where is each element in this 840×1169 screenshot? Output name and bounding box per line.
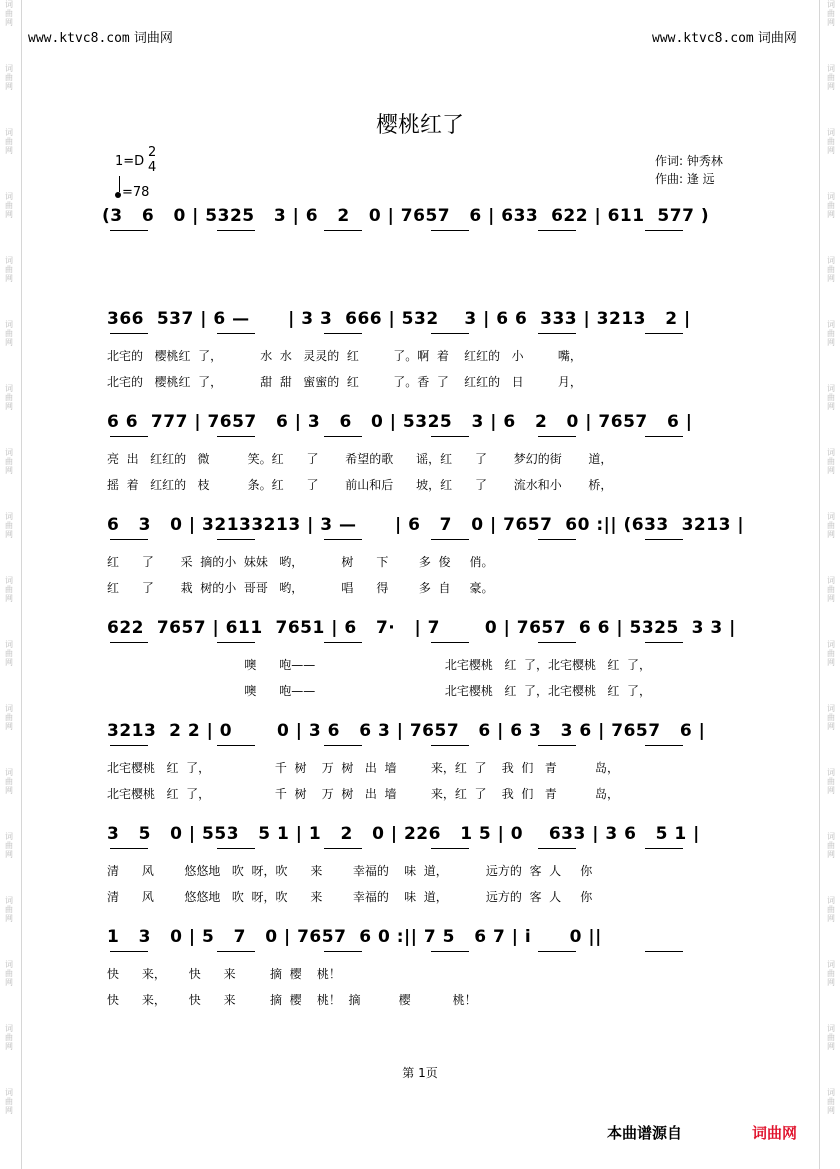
beam-line bbox=[538, 436, 576, 437]
beam-line bbox=[217, 642, 255, 643]
watermark-char: 曲 bbox=[5, 1033, 13, 1042]
time-signature bbox=[148, 145, 156, 175]
beam-line bbox=[324, 230, 362, 231]
watermark-group bbox=[824, 192, 838, 256]
notation-row-1: (3 6 0 | 5325 3 | 6 2 0 | 7657 6 | 633 622 | 611 577 ) bbox=[102, 206, 710, 226]
watermark-char: 词 bbox=[5, 768, 13, 777]
beam-line bbox=[538, 642, 576, 643]
beam-line bbox=[645, 539, 683, 540]
watermark-char: 词 bbox=[827, 192, 835, 201]
lyric-row-5a: 噢 咆—— 北宅樱桃 红 了，北宅樱桃 红 了， bbox=[107, 658, 652, 672]
time-sig-top: 2 bbox=[148, 145, 157, 160]
watermark-group bbox=[824, 256, 838, 320]
lyric-row-2a: 北宅的 樱桃红 了， 水 水 灵灵的 红 了。啊 着 红红的 小 嘴， bbox=[107, 349, 582, 363]
watermark-char: 词 bbox=[5, 0, 13, 9]
beam-line bbox=[110, 642, 148, 643]
watermark-group bbox=[2, 0, 16, 64]
watermark-char: 网 bbox=[5, 274, 13, 283]
lyric-row-3a: 亮 出 红红的 微 笑。红 了 希望的歌 谣，红 了 梦幻的街 道， bbox=[107, 452, 613, 466]
watermark-char: 曲 bbox=[827, 1033, 835, 1042]
watermark-group bbox=[2, 640, 16, 704]
page-number: 第 1页 bbox=[402, 1066, 438, 1080]
notation-row-3: 6 6 777 | 7657 6 | 3 6 0 | 5325 3 | 6 2 0 | 7657 6 | bbox=[107, 412, 693, 432]
beam-line bbox=[431, 333, 469, 334]
watermark-char: 网 bbox=[5, 1106, 13, 1115]
right-watermark-strip bbox=[824, 0, 838, 1169]
watermark-char: 网 bbox=[827, 786, 835, 795]
watermark-char: 网 bbox=[5, 338, 13, 347]
beam-line bbox=[324, 539, 362, 540]
watermark-char: 曲 bbox=[5, 969, 13, 978]
watermark-char: 网 bbox=[5, 914, 13, 923]
watermark-char: 词 bbox=[5, 64, 13, 73]
note-stem bbox=[119, 176, 120, 192]
watermark-char: 词 bbox=[5, 448, 13, 457]
watermark-char: 网 bbox=[827, 530, 835, 539]
watermark-char: 词 bbox=[5, 576, 13, 585]
beam-line bbox=[110, 436, 148, 437]
right-border-line bbox=[819, 0, 820, 1169]
watermark-group bbox=[824, 448, 838, 512]
watermark-char: 网 bbox=[827, 914, 835, 923]
watermark-char: 曲 bbox=[5, 649, 13, 658]
watermark-char: 网 bbox=[5, 210, 13, 219]
beam-line bbox=[645, 642, 683, 643]
watermark-char: 曲 bbox=[5, 521, 13, 530]
watermark-char: 网 bbox=[827, 850, 835, 859]
watermark-group bbox=[2, 320, 16, 384]
header-left[interactable] bbox=[28, 27, 173, 46]
beam-line bbox=[110, 848, 148, 849]
watermark-char: 网 bbox=[827, 82, 835, 91]
header-right-url[interactable]: www.ktvc8.com bbox=[652, 31, 754, 46]
watermark-group bbox=[2, 256, 16, 320]
lyric-row-4b: 红 了 栽 树的小 哥哥 哟， 唱 得 多 自 豪。 bbox=[107, 581, 494, 595]
watermark-group bbox=[824, 384, 838, 448]
watermark-char: 词 bbox=[5, 256, 13, 265]
beam-line bbox=[217, 539, 255, 540]
watermark-char: 词 bbox=[5, 320, 13, 329]
watermark-char: 曲 bbox=[827, 841, 835, 850]
watermark-group bbox=[2, 832, 16, 896]
watermark-char: 曲 bbox=[827, 73, 835, 82]
song-title: 樱桃红了 bbox=[375, 113, 464, 138]
tempo-marking bbox=[115, 180, 149, 200]
watermark-char: 词 bbox=[827, 512, 835, 521]
watermark-char: 曲 bbox=[5, 73, 13, 82]
watermark-char: 网 bbox=[827, 274, 835, 283]
watermark-char: 网 bbox=[827, 1106, 835, 1115]
watermark-char: 曲 bbox=[5, 841, 13, 850]
beam-line bbox=[645, 436, 683, 437]
watermark-char: 网 bbox=[5, 722, 13, 731]
notation-row-2: 366 537 | 6 — | 3 3 666 | 532 3 | 6 6 333 | 3213 2 | bbox=[107, 309, 691, 329]
header-right-site[interactable]: 词曲网 bbox=[757, 31, 797, 46]
watermark-char: 网 bbox=[827, 466, 835, 475]
footer-source-label: 本曲谱源自 bbox=[607, 1124, 683, 1142]
watermark-char: 词 bbox=[827, 576, 835, 585]
beam-line bbox=[538, 333, 576, 334]
beam-line bbox=[110, 333, 148, 334]
watermark-char: 曲 bbox=[5, 393, 13, 402]
watermark-group bbox=[824, 832, 838, 896]
notation-row-7: 3 5 0 | 553 5 1 | 1 2 0 | 226 1 5 | 0 633 | 3 6 5 1 | bbox=[107, 824, 700, 844]
watermark-char: 词 bbox=[5, 128, 13, 137]
beam-line bbox=[324, 745, 362, 746]
watermark-char: 曲 bbox=[5, 457, 13, 466]
watermark-char: 网 bbox=[827, 1042, 835, 1051]
watermark-char: 曲 bbox=[827, 457, 835, 466]
lyric-row-8b: 快 来， 快 来 摘 樱 桃！ 摘 樱 桃！ bbox=[107, 993, 477, 1007]
beam-line bbox=[538, 539, 576, 540]
watermark-char: 词 bbox=[5, 1024, 13, 1033]
watermark-group bbox=[824, 640, 838, 704]
credits bbox=[655, 152, 723, 188]
watermark-char: 曲 bbox=[827, 1097, 835, 1106]
watermark-char: 曲 bbox=[827, 777, 835, 786]
watermark-char: 网 bbox=[827, 338, 835, 347]
beam-line bbox=[645, 333, 683, 334]
beam-line bbox=[431, 848, 469, 849]
lyric-row-6b: 北宅樱桃 红 了， 千 树 万 树 出 墙 来，红 了 我 们 青 岛， bbox=[107, 787, 619, 801]
watermark-char: 曲 bbox=[5, 713, 13, 722]
watermark-group bbox=[824, 0, 838, 64]
beam-line bbox=[324, 951, 362, 952]
watermark-char: 词 bbox=[5, 384, 13, 393]
watermark-group bbox=[2, 512, 16, 576]
watermark-char: 曲 bbox=[5, 329, 13, 338]
beam-line bbox=[217, 745, 255, 746]
watermark-char: 曲 bbox=[827, 393, 835, 402]
watermark-char: 网 bbox=[827, 146, 835, 155]
watermark-char: 词 bbox=[827, 1024, 835, 1033]
watermark-char: 词 bbox=[827, 320, 835, 329]
watermark-group bbox=[824, 704, 838, 768]
watermark-char: 网 bbox=[5, 786, 13, 795]
notation-row-6: 3213 2 2 | 0 0 | 3 6 6 3 | 7657 6 | 6 3 3 6 | 7657 6 | bbox=[107, 721, 706, 741]
lyric-row-2b: 北宅的 樱桃红 了， 甜 甜 蜜蜜的 红 了。香 了 红红的 日 月， bbox=[107, 375, 582, 389]
watermark-char: 曲 bbox=[827, 585, 835, 594]
beam-line bbox=[645, 230, 683, 231]
beam-line bbox=[217, 848, 255, 849]
beam-line bbox=[324, 848, 362, 849]
watermark-char: 曲 bbox=[827, 329, 835, 338]
watermark-group bbox=[2, 768, 16, 832]
lyric-row-6a: 北宅樱桃 红 了， 千 树 万 树 出 墙 来，红 了 我 们 青 岛， bbox=[107, 761, 619, 775]
beam-line bbox=[431, 951, 469, 952]
watermark-char: 词 bbox=[827, 896, 835, 905]
watermark-char: 网 bbox=[5, 658, 13, 667]
watermark-char: 曲 bbox=[827, 265, 835, 274]
watermark-char: 网 bbox=[827, 210, 835, 219]
watermark-char: 词 bbox=[827, 0, 835, 9]
watermark-group bbox=[2, 384, 16, 448]
header-left-site[interactable]: 词曲网 bbox=[133, 31, 173, 46]
beam-line bbox=[110, 745, 148, 746]
beam-line bbox=[217, 333, 255, 334]
watermark-group bbox=[2, 704, 16, 768]
watermark-char: 网 bbox=[5, 978, 13, 987]
watermark-char: 网 bbox=[827, 722, 835, 731]
beam-line bbox=[110, 951, 148, 952]
header-right[interactable] bbox=[652, 27, 797, 46]
watermark-char: 词 bbox=[5, 1088, 13, 1097]
watermark-group bbox=[2, 576, 16, 640]
watermark-char: 网 bbox=[5, 18, 13, 27]
beam-line bbox=[324, 333, 362, 334]
watermark-char: 词 bbox=[827, 448, 835, 457]
watermark-char: 网 bbox=[827, 658, 835, 667]
watermark-char: 词 bbox=[5, 512, 13, 521]
watermark-group bbox=[824, 512, 838, 576]
watermark-char: 曲 bbox=[827, 201, 835, 210]
beam-line bbox=[431, 745, 469, 746]
lyric-row-7b: 清 风 悠悠地 吹 呀，吹 来 幸福的 味 道， 远方的 客 人 你 bbox=[107, 890, 593, 904]
watermark-char: 词 bbox=[827, 1088, 835, 1097]
watermark-group bbox=[2, 192, 16, 256]
beam-line bbox=[217, 436, 255, 437]
watermark-char: 词 bbox=[827, 64, 835, 73]
watermark-char: 词 bbox=[5, 832, 13, 841]
beam-line bbox=[645, 745, 683, 746]
watermark-char: 网 bbox=[5, 82, 13, 91]
lyric-row-7a: 清 风 悠悠地 吹 呀，吹 来 幸福的 味 道， 远方的 客 人 你 bbox=[107, 864, 593, 878]
beam-line bbox=[538, 230, 576, 231]
watermark-char: 曲 bbox=[5, 1097, 13, 1106]
header-left-url[interactable]: www.ktvc8.com bbox=[28, 31, 130, 46]
watermark-char: 网 bbox=[5, 466, 13, 475]
watermark-char: 网 bbox=[827, 978, 835, 987]
watermark-group bbox=[824, 320, 838, 384]
beam-line bbox=[538, 745, 576, 746]
watermark-char: 曲 bbox=[5, 137, 13, 146]
watermark-char: 曲 bbox=[5, 585, 13, 594]
watermark-char: 词 bbox=[5, 896, 13, 905]
notation-row-5: 622 7657 | 611 7651 | 6 7· | 7 0 | 7657 6 6 | 5325 3 3 | bbox=[107, 618, 736, 638]
watermark-char: 词 bbox=[827, 768, 835, 777]
notation-row-8: 1 3 0 | 5 7 0 | 7657 6 0 :|| 7 5 6 7 | i 0 || bbox=[107, 927, 602, 947]
beam-line bbox=[217, 951, 255, 952]
watermark-char: 网 bbox=[5, 850, 13, 859]
watermark-char: 曲 bbox=[5, 201, 13, 210]
watermark-char: 网 bbox=[5, 1042, 13, 1051]
watermark-char: 曲 bbox=[827, 649, 835, 658]
watermark-char: 曲 bbox=[5, 265, 13, 274]
composer: 作曲: 逢 远 bbox=[655, 172, 715, 186]
notation-row-4: 6 3 0 | 32133213 | 3 — | 6 7 0 | 7657 60 :|| (633 3213 | bbox=[107, 515, 745, 535]
watermark-char: 网 bbox=[5, 530, 13, 539]
beam-line bbox=[431, 436, 469, 437]
watermark-char: 网 bbox=[5, 594, 13, 603]
watermark-char: 曲 bbox=[5, 777, 13, 786]
watermark-char: 词 bbox=[827, 384, 835, 393]
watermark-char: 网 bbox=[827, 402, 835, 411]
watermark-char: 词 bbox=[827, 832, 835, 841]
watermark-group bbox=[824, 1088, 838, 1152]
watermark-char: 曲 bbox=[827, 713, 835, 722]
beam-line bbox=[110, 539, 148, 540]
watermark-group bbox=[2, 896, 16, 960]
watermark-group bbox=[824, 576, 838, 640]
watermark-char: 曲 bbox=[827, 969, 835, 978]
watermark-char: 曲 bbox=[5, 905, 13, 914]
beam-line bbox=[538, 951, 576, 952]
tempo-value: =78 bbox=[122, 185, 150, 200]
watermark-char: 词 bbox=[827, 128, 835, 137]
watermark-char: 网 bbox=[827, 594, 835, 603]
left-watermark-strip bbox=[2, 0, 16, 1169]
time-sig-bottom: 4 bbox=[148, 160, 157, 175]
beam-line bbox=[431, 230, 469, 231]
beam-line bbox=[645, 848, 683, 849]
beam-line bbox=[431, 539, 469, 540]
lyric-row-8a: 快 来， 快 来 摘 樱 桃！ bbox=[107, 967, 341, 981]
lyric-row-3b: 摇 着 红红的 枝 条。红 了 前山和后 坡，红 了 流水和小 桥， bbox=[107, 478, 613, 492]
watermark-char: 词 bbox=[827, 960, 835, 969]
watermark-char: 网 bbox=[5, 402, 13, 411]
watermark-group bbox=[824, 960, 838, 1024]
watermark-char: 词 bbox=[827, 704, 835, 713]
watermark-char: 词 bbox=[5, 704, 13, 713]
beam-line bbox=[538, 848, 576, 849]
watermark-char: 词 bbox=[5, 192, 13, 201]
beam-line bbox=[324, 642, 362, 643]
watermark-group bbox=[2, 1088, 16, 1152]
watermark-char: 词 bbox=[5, 640, 13, 649]
lyric-row-5b: 噢 咆—— 北宅樱桃 红 了，北宅樱桃 红 了， bbox=[107, 684, 652, 698]
watermark-char: 曲 bbox=[5, 9, 13, 18]
watermark-char: 词 bbox=[827, 640, 835, 649]
lyric-row-4a: 红 了 采 摘的小 妹妹 哟， 树 下 多 俊 俏。 bbox=[107, 555, 494, 569]
watermark-group bbox=[2, 448, 16, 512]
watermark-char: 网 bbox=[827, 18, 835, 27]
beam-line bbox=[110, 230, 148, 231]
watermark-group bbox=[824, 896, 838, 960]
left-border-line bbox=[21, 0, 22, 1169]
key-signature: 1=D bbox=[115, 154, 145, 169]
watermark-char: 词 bbox=[827, 256, 835, 265]
watermark-char: 曲 bbox=[827, 9, 835, 18]
quarter-note-icon bbox=[115, 192, 121, 198]
footer-site-link[interactable]: 词曲网 bbox=[752, 1124, 798, 1142]
watermark-char: 曲 bbox=[827, 905, 835, 914]
watermark-group bbox=[824, 768, 838, 832]
watermark-char: 词 bbox=[5, 960, 13, 969]
watermark-char: 曲 bbox=[827, 521, 835, 530]
watermark-group bbox=[2, 960, 16, 1024]
beam-line bbox=[645, 951, 683, 952]
beam-line bbox=[217, 230, 255, 231]
beam-line bbox=[324, 436, 362, 437]
watermark-char: 网 bbox=[5, 146, 13, 155]
beam-line bbox=[431, 642, 469, 643]
lyricist: 作词: 钟秀林 bbox=[655, 154, 723, 168]
watermark-char: 曲 bbox=[827, 137, 835, 146]
